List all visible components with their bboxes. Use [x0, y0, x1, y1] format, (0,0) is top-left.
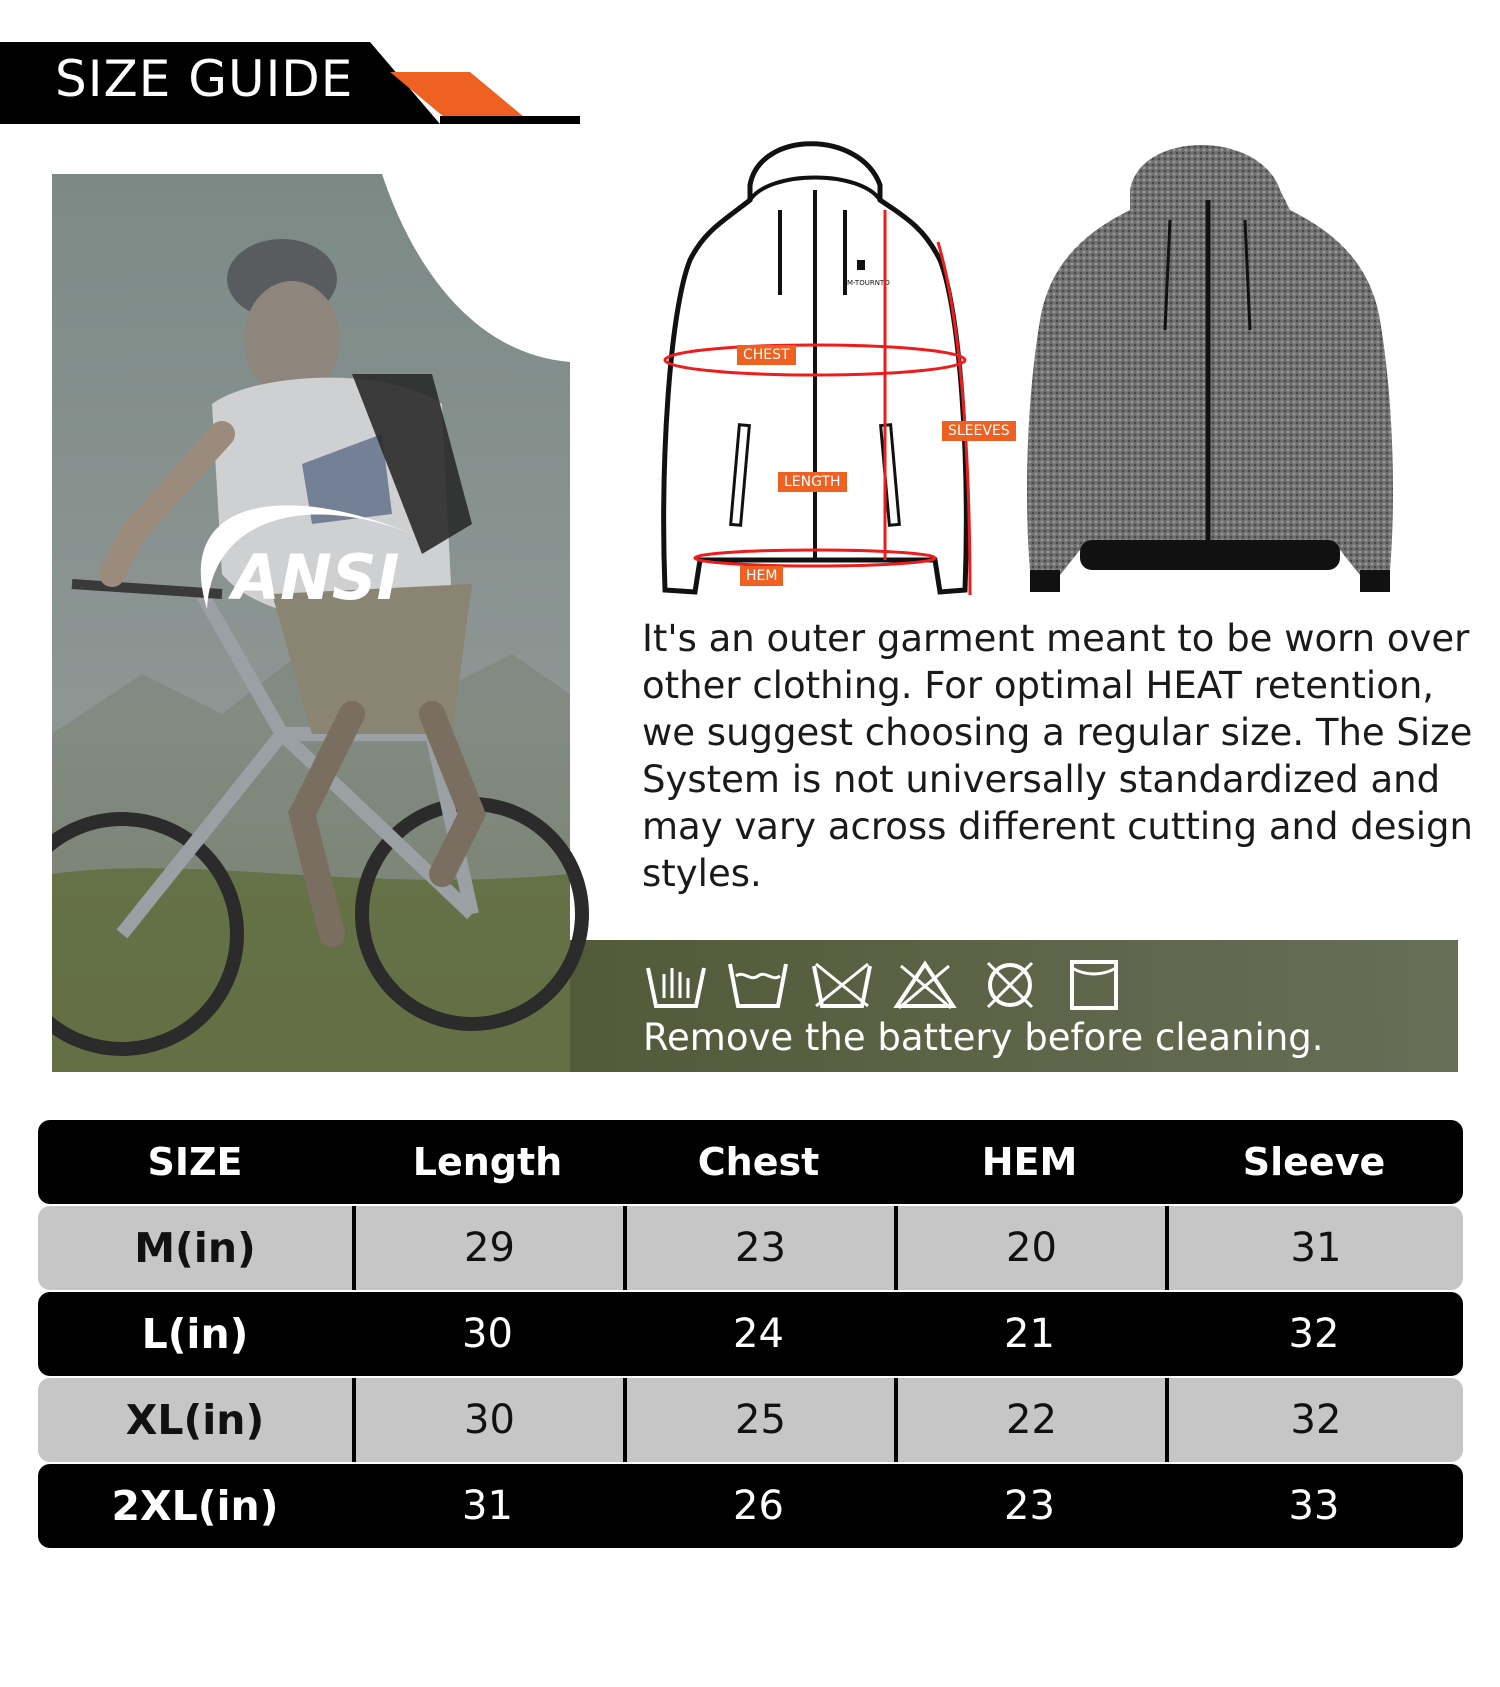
table-cell: 23	[1004, 1483, 1055, 1529]
line-dry-icon	[1062, 958, 1126, 1012]
care-note: Remove the battery before cleaning.	[643, 1016, 1324, 1059]
table-cell: 30	[352, 1378, 623, 1462]
table-cell: 33	[1288, 1483, 1340, 1529]
header-cell: Sleeve	[1242, 1140, 1386, 1184]
header-cell: HEM	[981, 1140, 1078, 1184]
hand-wash-icon	[644, 958, 708, 1012]
table-row	[38, 1292, 1463, 1376]
size-cell: 2XL(in)	[111, 1482, 279, 1530]
table-cell: 20	[894, 1206, 1165, 1290]
table-cell: 26	[733, 1483, 784, 1529]
table-cell: 23	[623, 1206, 894, 1290]
no-iron-icon	[893, 958, 957, 1012]
table-row	[38, 1206, 1463, 1290]
table-cell: 31	[462, 1483, 513, 1529]
table-cell: 32	[1165, 1378, 1463, 1462]
wash-30-icon	[726, 958, 790, 1012]
chest-label: CHEST	[737, 345, 796, 365]
table-cell: 22	[894, 1378, 1165, 1462]
no-tumble-dry-icon	[978, 958, 1042, 1012]
size-cell: M(in)	[134, 1224, 256, 1272]
page-title: SIZE GUIDE	[55, 50, 354, 108]
table-cell: 21	[1004, 1311, 1055, 1357]
hem-label: HEM	[740, 566, 783, 586]
header-cell: SIZE	[147, 1140, 243, 1184]
table-row	[38, 1378, 1463, 1462]
table-cell: 30	[462, 1311, 513, 1357]
size-cell: XL(in)	[125, 1396, 265, 1444]
table-row	[38, 1464, 1463, 1548]
header-cell: Chest	[697, 1140, 820, 1184]
table-cell: 29	[352, 1206, 623, 1290]
product-hoodie-image	[1010, 130, 1410, 600]
table-cell: 24	[733, 1311, 784, 1357]
size-description: It's an outer garment meant to be worn over other clothing. For optimal HEAT retention, we suggest choosing a regular size. The Size System is not universally standardized and may vary across different cutting and design styles.	[642, 617, 1473, 895]
length-label: LENGTH	[778, 472, 847, 492]
table-cell: 25	[623, 1378, 894, 1462]
garment-logo: M-TOURNTO	[847, 279, 890, 287]
table-header-row	[38, 1120, 1463, 1204]
table-cell: 32	[1288, 1311, 1340, 1357]
table-cell: 31	[1165, 1206, 1463, 1290]
no-bleach-icon	[810, 958, 874, 1012]
sleeves-label: SLEEVES	[942, 421, 1016, 441]
header-cell: Length	[412, 1140, 563, 1184]
ansi-logo-text: ANSI	[232, 541, 400, 614]
measurement-diagram	[640, 130, 1070, 610]
size-cell: L(in)	[141, 1310, 249, 1358]
